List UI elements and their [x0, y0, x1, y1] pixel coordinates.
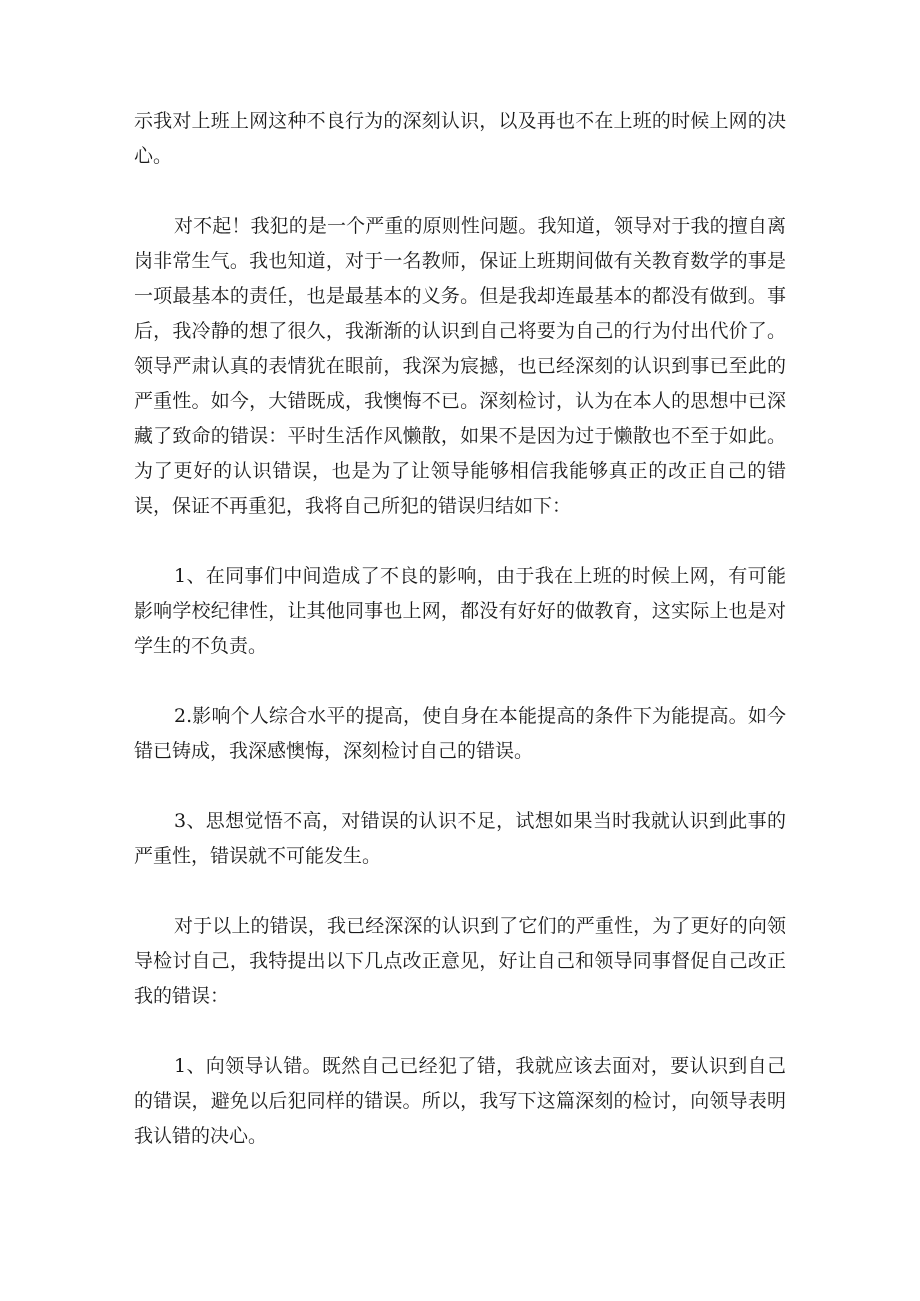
- paragraph-correction-intro: 对于以上的错误，我已经深深的认识到了它们的严重性，为了更好的向领导检讨自己，我特提出以下几点改正意见，好让自己和领导同事督促自己改正我的错误：: [134, 915, 786, 1007]
- paragraph-continuation: 示我对上班上网这种不良行为的深刻认识，以及再也不在上班的时候上网的决心。: [134, 110, 786, 167]
- paragraph-error-1: 1、在同事们中间造成了不良的影响，由于我在上班的时候上网，有可能影响学校纪律性，让其他同事也上网，都没有好好的做教育，这实际上也是对学生的不负责。: [134, 565, 786, 657]
- paragraph-apology: 对不起！我犯的是一个严重的原则性问题。我知道，领导对于我的擅自离岗非常生气。我也知道，对于一名教师，保证上班期间做有关教育数学的事是一项最基本的责任，也是最基本的义务。但是我却连最基本的都没有做到。事后，我冷静的想了很久，我渐渐的认识到自己将要为自己的行为付出代价了。领导严肃认真的表情犹在眼前，我深为宸撼，也已经深刻的认识到事已至此的严重性。如今，大错既成，我懊悔不已。深刻检讨，认为在本人的思想中已深藏了致命的错误：平时生活作风懒散，如果不是因为过于懒散也不至于如此。为了更好的认识错误，也是为了让领导能够相信我能够真正的改正自己的错误，保证不再重犯，我将自己所犯的错误归结如下：: [134, 215, 786, 517]
- paragraph-error-2: 2.影响个人综合水平的提高，使自身在本能提高的条件下为能提高。如今错已铸成，我深感懊悔，深刻检讨自己的错误。: [134, 705, 786, 762]
- paragraph-error-3: 3、思想觉悟不高，对错误的认识不足，试想如果当时我就认识到此事的严重性，错误就不可能发生。: [134, 810, 786, 867]
- paragraph-correction-1: 1、向领导认错。既然自己已经犯了错，我就应该去面对，要认识到自己的错误，避免以后犯同样的错误。所以，我写下这篇深刻的检讨，向领导表明我认错的决心。: [134, 1055, 786, 1147]
- document-body: [134, 104, 786, 1189]
